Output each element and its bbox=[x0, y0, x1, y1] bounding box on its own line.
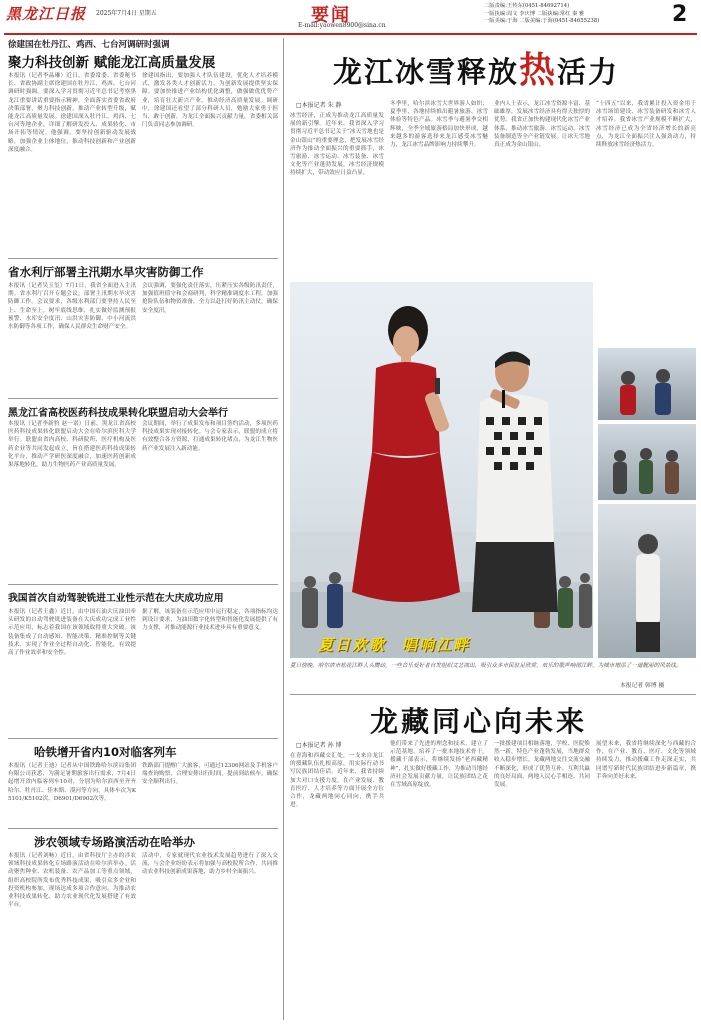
editor-line: 一版执编:周文 李庆博 二版执编:常红 秦 雅 bbox=[484, 10, 585, 17]
headline-highlight: 热 bbox=[519, 50, 558, 91]
feature-body: 展望未来，我省将继续深化与西藏的合作，在产业、教育、医疗、文化等领域持续发力，推动援藏工作走深走实，共同谱写新时代民族团结进步新篇章，携手奔向美好未来。 bbox=[596, 741, 696, 780]
article-body: 本报讯（记者李晶琳）近日，省委常委、省委秘书长、省政协副主席徐建国在牡丹江、鸡西、七台河调研时强调，要深入学习贯彻习近平总书记考察黑龙江重要讲话重要指示精神，全面落实省委省政府决策部署，聚力科技创新，推动产业转型升级，赋能龙江高质量发展。徐建国深入牡丹江、鸡西、七台河等地企业，详细了解研发投入、成果转化、市场开拓等情况。他强调，要坚持创新驱动发展战略，加强企业主体地位，推动科技创新和产业创新深度融合。 bbox=[8, 73, 136, 153]
section-title: 要闻 bbox=[311, 5, 351, 26]
masthead bbox=[0, 0, 701, 32]
feature-headline bbox=[333, 42, 619, 93]
article-body: 会议强调，要强化责任落实，压紧压实各级防汛责任，加强值班值守和会商研判，科学精准调度水工程，加强抢险队伍和物资准备，全力以赴打好防汛主动仗，确保安全度汛。 bbox=[142, 283, 278, 314]
feature-body: “十四五”以来，我省累计投入资金用于冰雪场馆建设、冰雪装备研发和冰雪人才培养。我省冰雪产业规模不断扩大，冰雪经济已成为全省经济增长的新亮点，为龙江全面振兴注入强劲动力，持续释放冰雪经济热活力。 bbox=[596, 101, 696, 149]
banner-part: 夏日欢歌 bbox=[318, 636, 387, 654]
article-headline: 省水利厅部署主汛期水旱灾害防御工作 bbox=[8, 265, 204, 279]
article-body: 活动中，专家就现代农业技术发展趋势进行了深入交流，与会企业纷纷表示将加强与高校院所合作，共同推动农业科技创新成果落地，助力乡村全面振兴。 bbox=[142, 853, 278, 876]
article-divider bbox=[8, 258, 278, 259]
banner-part: 唱响江畔 bbox=[402, 636, 471, 654]
article-kicker: 徐建国在牡丹江、鸡西、七台河调研时强调 bbox=[8, 40, 170, 50]
feature-headline: 龙藏同心向未来 bbox=[370, 705, 588, 738]
article-divider bbox=[8, 738, 278, 739]
feature-body: 业内人士表示，龙江冰雪资源丰富、基础雄厚，发展冰雪经济具有得天独厚的优势。我省正加快构建现代化冰雪产业体系，推动冰雪旅游、冰雪运动、冰雪装备制造等全产业链发展，让冰天雪地真正成为金山银山。 bbox=[494, 101, 590, 149]
feature-byline: □本报记者 朱 静 bbox=[296, 102, 342, 109]
article-body: 会议期间，举行了成果发布和项目签约活动，多项医药科技成果实现对接转化。与会专家表示，联盟的成立将有效整合各方资源，打通成果转化堵点，为龙江生物医药产业发展注入新动能。 bbox=[142, 421, 278, 452]
article-body: 本报讯（记者李新豹 赵一诺）日前，黑龙江省高校医药科技成果转化联盟启动大会在哈尔滨医科大学举行。联盟由省内高校、科研院所、医疗机构及医药企业等共同发起成立，旨在搭建医药科技成果转化平台，推动产学研医深度融合，加速医药创新成果落地转化，助力生物医药产业高质量发展。 bbox=[8, 421, 136, 469]
article-headline: 涉农领域专场路演活动在哈举办 bbox=[34, 835, 195, 849]
masthead-divider bbox=[4, 33, 697, 35]
issue-date: 2025年7月4日 星期五 bbox=[96, 10, 157, 17]
article-headline: 聚力科技创新 赋能龙江高质量发展 bbox=[8, 55, 216, 71]
article-divider bbox=[8, 398, 278, 399]
article-body: 本报讯（记者王鑫）近日，由中国石油大庆油田牵头研发的自动驾驶铣进装备在大庆成功完成工业性示范应用，标志着我国在该领域取得重大突破。该装备集成了自动感知、智能决策、精准控制等关键技术，实现了作业全过程自动化、智能化，有效提高了作业效率和安全性。 bbox=[8, 609, 136, 657]
section-divider bbox=[290, 694, 696, 695]
feature-body: 冬季里，哈尔滨冰雪大世界游人如织；夏季里，各地持续推出避暑旅游、冰雪体验等特色产品。冰雪季与避暑季交相辉映，全季全域旅游格局加快形成，越来越多的游客选择来龙江感受冰雪魅力，龙江冰雪品牌影响力持续攀升。 bbox=[390, 101, 488, 149]
feature-body: 在青海和西藏交汇处，一支来自龙江的援藏队伍扎根高原，用实际行动书写民族团结佳话。近年来，我省持续加大对口支援力度，在产业发展、教育医疗、人才培养等方面开展全方位合作，龙藏两地同心同向，携手共进。 bbox=[290, 753, 384, 809]
article-body: 据了解，该装备在示范应用中运行稳定，各项指标均达到设计要求，为油田数字化转型和智能化发展提供了有力支撑，对推动能源行业技术进步具有重要意义。 bbox=[142, 609, 278, 632]
thumbnail-illustration bbox=[598, 424, 696, 500]
photo-caption: 夏日傍晚，哈尔滨市松花江畔人头攒动，一些音乐爱好者自发组织文艺演出，吸引众多市民驻足欣赏，欢乐的歌声响彻江畔，为城市增添了一道靓丽的风景线。 bbox=[290, 663, 682, 669]
photo-illustration bbox=[290, 282, 593, 658]
feature-body: 他们带来了先进的理念和技术，建立了示范基地，培养了一批本地技术骨干。援藏干部表示，将继续发扬“老西藏精神”，扎实做好援藏工作，为推动当地经济社会发展贡献力量，让民族团结之花在雪域高原绽放。 bbox=[390, 741, 488, 789]
article-headline: 哈铁增开省内10对临客列车 bbox=[34, 745, 177, 759]
thumbnail-photo bbox=[598, 504, 696, 658]
article-headline: 黑龙江省高校医药科技成果转化联盟启动大会举行 bbox=[8, 408, 228, 419]
page-number: 2 bbox=[672, 2, 688, 27]
article-body: 本报讯（记者吴玉玺）7月1日，我省全面进入主汛期。省水利厅召开专题会议，部署主汛期水旱灾害防御工作。会议要求，各级水利部门要坚持人民至上、生命至上，树牢底线思维，扎实做好监测预报预警、水库安全度汛、山洪灾害防御、中小河流洪水防御等各项工作，确保人民群众生命财产安全。 bbox=[8, 283, 136, 331]
section-email: E-mail:yaowen8900@sina.cn bbox=[298, 22, 386, 29]
news-photo bbox=[290, 282, 593, 658]
photo-credit: 本报记者 韩博 摄 bbox=[620, 683, 665, 689]
article-divider bbox=[8, 828, 278, 829]
headline-part: 活力 bbox=[557, 55, 620, 89]
article-body: 徐建国指出，要加强人才队伍建设，优化人才培养模式，激发各类人才创新活力，为创新发展提供坚实保障。要加快推进产业结构优化调整，做强做优优势产业，培育壮大新兴产业，推动经济高质量发展。调研中，徐建国还看望了部分科研人员，勉励大家勇于担当、敢于创新，为龙江全面振兴贡献力量。省委相关部门负责同志参加调研。 bbox=[142, 73, 278, 129]
article-body: 本报讯（记者王迪）记者从中国铁路哈尔滨局集团有限公司获悉，为满足暑期旅客出行需求，7月4日起增开省内临客列车10对，分别为哈尔滨西至齐齐哈尔、牡丹江、佳木斯、漠河等方向，具体车次为K5101/K5102次、D6901/D6902次等。 bbox=[8, 763, 136, 802]
article-divider bbox=[8, 584, 278, 585]
headline-part: 龙江冰雪释放 bbox=[333, 55, 520, 89]
editors-list bbox=[484, 3, 674, 26]
feature-body: 冰雪经济，正成为推动龙江高质量发展的新引擎。近年来，我省深入学习贯彻习近平总书记关于“冰天雪地也是金山银山”的重要理念，把发展冰雪经济作为推动全面振兴的重要抓手，冰雪旅游、冰雪运动、冰雪装备、冰雪文化等产业蓬勃发展，冰雪经济规模持续扩大，带动效应日益凸显。 bbox=[290, 113, 384, 177]
article-body: 铁路部门提醒广大旅客，可通过12306网站及手机客户端查询购票，合理安排出行时间，提前到站候车，确保安全顺利出行。 bbox=[142, 763, 278, 786]
thumbnail-photo bbox=[598, 348, 696, 420]
column-divider bbox=[283, 38, 284, 1020]
article-body: 本报讯（记者刘畅）近日，由省科技厅主办的涉农领域科技成果转化专场路演活动在哈尔滨举办。活动聚焦种业、农机装备、农产品加工等重点领域，组织高校院所发布优秀科技成果，吸引众多企业和投资机构参加，现场达成多项合作意向，为推动农业科技成果转化、助力农业现代化发展搭建了有效平台。 bbox=[8, 853, 136, 909]
thumbnail-illustration bbox=[598, 348, 696, 420]
thumbnail-illustration bbox=[598, 504, 696, 658]
editor-line: 一版美编:于海 二版美编:于海(0451-84655238) bbox=[484, 18, 600, 24]
photo-banner bbox=[318, 634, 470, 655]
thumbnail-photo bbox=[598, 424, 696, 500]
newspaper-logo: 黑龙江日报 bbox=[6, 5, 87, 23]
article-headline: 我国首次自动驾驶铣进工业性示范在大庆成功应用 bbox=[8, 593, 224, 604]
editor-line: 二版责编:王传东(0451-84692714) bbox=[484, 3, 570, 9]
feature-byline: □本报记者 孙 博 bbox=[296, 742, 342, 749]
feature-body: 一批援建项目相继落地，学校、医院焕然一新，特色产业蓬勃发展，当地群众收入稳步增长。龙藏两地交往交流交融不断深化，形成了优势互补、互利共赢的良好局面，两地人民心手相连、共同发展。 bbox=[494, 741, 590, 789]
